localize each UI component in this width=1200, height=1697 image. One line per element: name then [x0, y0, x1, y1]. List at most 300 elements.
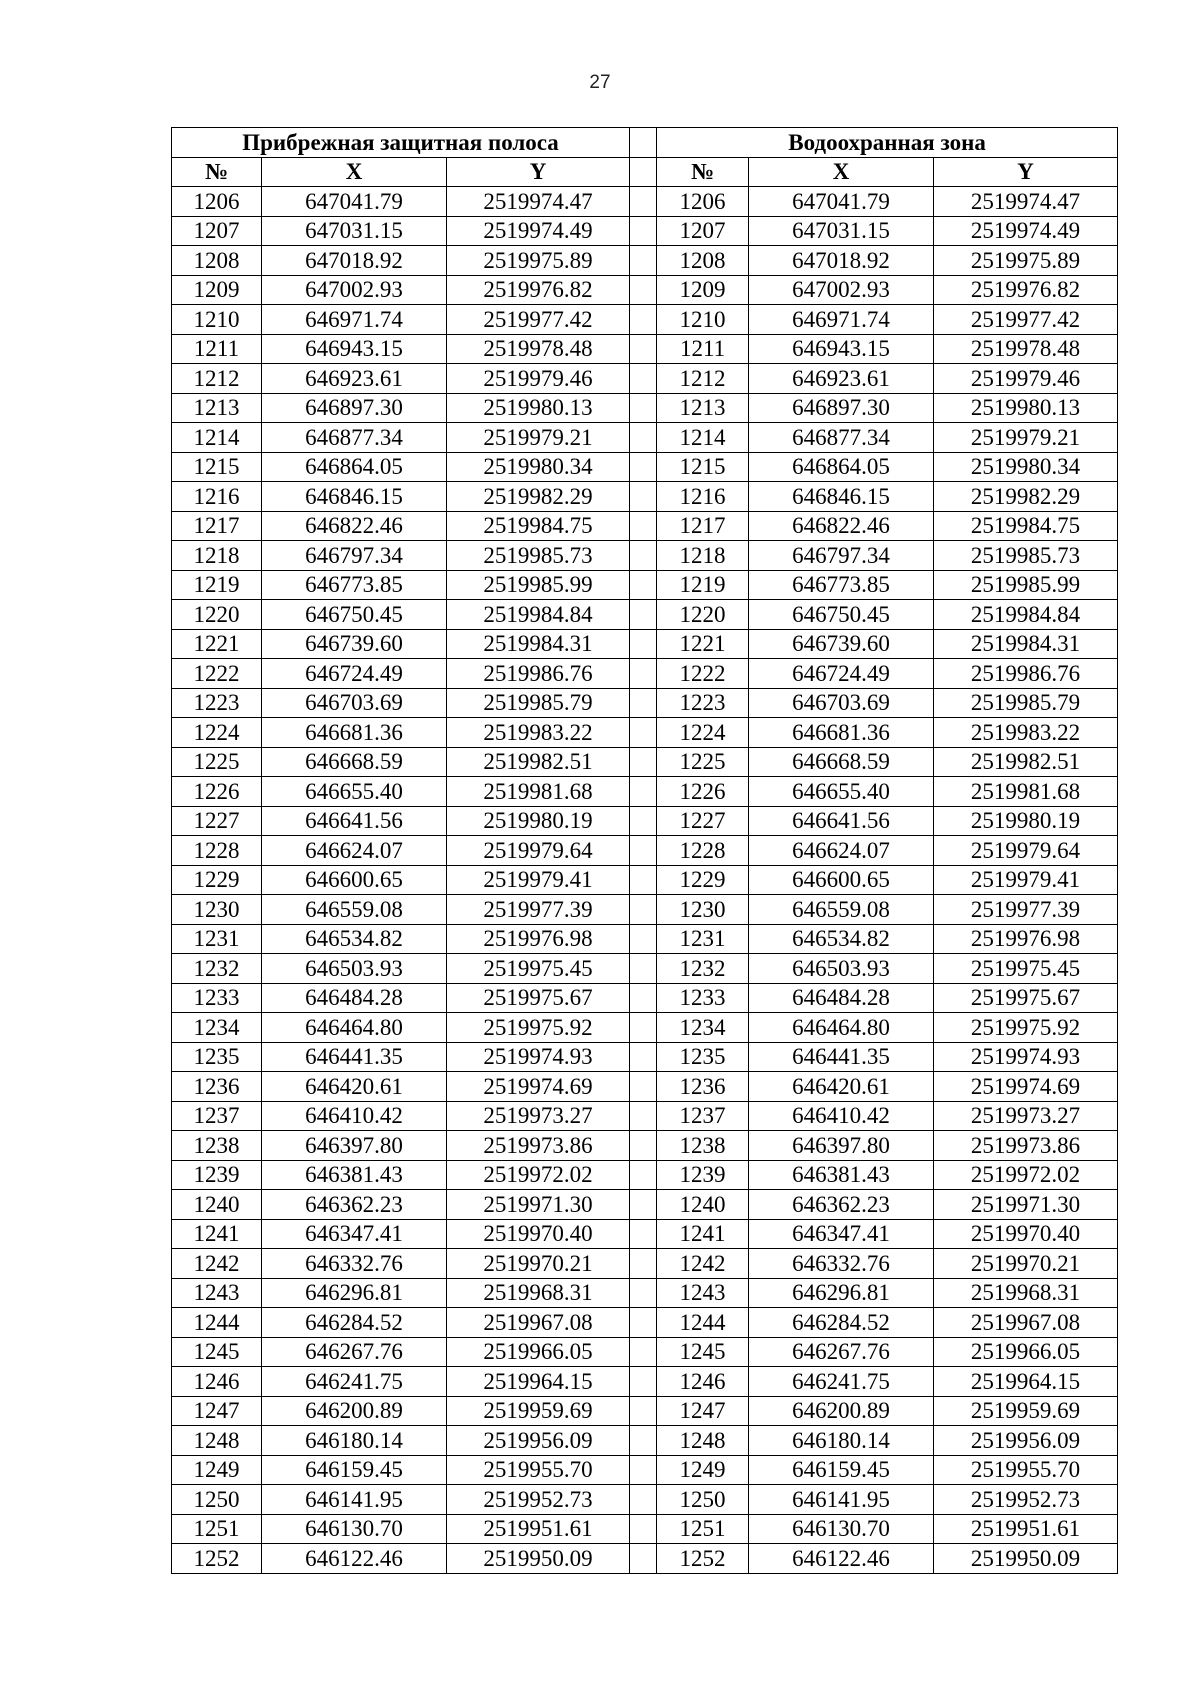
left-x-value: 646381.43: [262, 1160, 447, 1190]
right-y-value: 2519985.79: [934, 688, 1118, 718]
left-point-number: 1226: [172, 777, 262, 807]
right-point-number: 1225: [657, 747, 749, 777]
left-point-number: 1250: [172, 1485, 262, 1515]
column-gap: [630, 983, 657, 1013]
right-point-number: 1221: [657, 629, 749, 659]
table-body: [172, 187, 1118, 1574]
left-point-number: 1228: [172, 836, 262, 866]
right-y-value: 2519975.92: [934, 1013, 1118, 1043]
left-x-value: 647002.93: [262, 275, 447, 305]
column-gap: [630, 157, 657, 187]
left-y-value: 2519984.84: [447, 600, 630, 630]
column-gap: [630, 482, 657, 512]
right-x-value: 646877.34: [749, 423, 934, 453]
left-x-value: 646159.45: [262, 1455, 447, 1485]
column-gap: [630, 246, 657, 276]
right-x-value: 646332.76: [749, 1249, 934, 1279]
page-number: 27: [589, 72, 611, 93]
left-point-number: 1225: [172, 747, 262, 777]
table-row: [172, 334, 1118, 364]
left-y-value: 2519979.64: [447, 836, 630, 866]
right-col-y-header: Y: [934, 157, 1118, 187]
left-x-value: 646971.74: [262, 305, 447, 335]
table-row: [172, 1308, 1118, 1338]
left-point-number: 1247: [172, 1396, 262, 1426]
left-point-number: 1219: [172, 570, 262, 600]
table-row: [172, 836, 1118, 866]
right-y-value: 2519982.51: [934, 747, 1118, 777]
column-gap: [630, 1485, 657, 1515]
right-point-number: 1235: [657, 1042, 749, 1072]
right-x-value: 646943.15: [749, 334, 934, 364]
right-x-value: 646441.35: [749, 1042, 934, 1072]
left-y-value: 2519985.79: [447, 688, 630, 718]
left-x-value: 647041.79: [262, 187, 447, 217]
right-y-value: 2519980.19: [934, 806, 1118, 836]
left-y-value: 2519976.98: [447, 924, 630, 954]
right-point-number: 1251: [657, 1514, 749, 1544]
right-point-number: 1234: [657, 1013, 749, 1043]
table-row: [172, 718, 1118, 748]
right-y-value: 2519979.21: [934, 423, 1118, 453]
left-y-value: 2519985.73: [447, 541, 630, 571]
column-gap: [630, 128, 657, 158]
column-gap: [630, 1337, 657, 1367]
right-section-title: Водоохранная зона: [657, 128, 1118, 158]
left-y-value: 2519980.34: [447, 452, 630, 482]
right-point-number: 1233: [657, 983, 749, 1013]
column-gap: [630, 1042, 657, 1072]
left-x-value: 646284.52: [262, 1308, 447, 1338]
left-point-number: 1217: [172, 511, 262, 541]
left-x-value: 646641.56: [262, 806, 447, 836]
left-y-value: 2519950.09: [447, 1544, 630, 1574]
right-point-number: 1223: [657, 688, 749, 718]
column-gap: [630, 423, 657, 453]
table-row: [172, 600, 1118, 630]
right-x-value: 646397.80: [749, 1131, 934, 1161]
left-point-number: 1239: [172, 1160, 262, 1190]
right-y-value: 2519966.05: [934, 1337, 1118, 1367]
left-point-number: 1218: [172, 541, 262, 571]
column-gap: [630, 1131, 657, 1161]
right-y-value: 2519974.93: [934, 1042, 1118, 1072]
right-point-number: 1237: [657, 1101, 749, 1131]
column-gap: [630, 1396, 657, 1426]
left-y-value: 2519979.41: [447, 865, 630, 895]
left-x-value: 646681.36: [262, 718, 447, 748]
column-gap: [630, 1455, 657, 1485]
left-x-value: 646703.69: [262, 688, 447, 718]
right-y-value: 2519982.29: [934, 482, 1118, 512]
table-row: [172, 1544, 1118, 1574]
left-point-number: 1210: [172, 305, 262, 335]
column-gap: [630, 275, 657, 305]
left-y-value: 2519983.22: [447, 718, 630, 748]
left-y-value: 2519959.69: [447, 1396, 630, 1426]
right-x-value: 646284.52: [749, 1308, 934, 1338]
right-y-value: 2519964.15: [934, 1367, 1118, 1397]
right-x-value: 646923.61: [749, 364, 934, 394]
left-point-number: 1235: [172, 1042, 262, 1072]
right-x-value: 646484.28: [749, 983, 934, 1013]
table-row: [172, 1337, 1118, 1367]
left-x-value: 646943.15: [262, 334, 447, 364]
right-x-value: 647018.92: [749, 246, 934, 276]
column-gap: [630, 718, 657, 748]
column-gap: [630, 747, 657, 777]
right-y-value: 2519984.75: [934, 511, 1118, 541]
table-row: [172, 1485, 1118, 1515]
column-gap: [630, 570, 657, 600]
right-y-value: 2519974.49: [934, 216, 1118, 246]
right-point-number: 1229: [657, 865, 749, 895]
right-x-value: 646420.61: [749, 1072, 934, 1102]
column-gap: [630, 865, 657, 895]
column-gap: [630, 1249, 657, 1279]
left-y-value: 2519984.31: [447, 629, 630, 659]
right-x-value: 646797.34: [749, 541, 934, 571]
left-x-value: 646750.45: [262, 600, 447, 630]
left-x-value: 647018.92: [262, 246, 447, 276]
left-point-number: 1215: [172, 452, 262, 482]
column-gap: [630, 1514, 657, 1544]
left-x-value: 646897.30: [262, 393, 447, 423]
table-row: [172, 482, 1118, 512]
right-y-value: 2519950.09: [934, 1544, 1118, 1574]
left-point-number: 1249: [172, 1455, 262, 1485]
right-y-value: 2519978.48: [934, 334, 1118, 364]
right-x-value: 646381.43: [749, 1160, 934, 1190]
table-row: [172, 423, 1118, 453]
left-y-value: 2519966.05: [447, 1337, 630, 1367]
right-point-number: 1224: [657, 718, 749, 748]
right-x-value: 646362.23: [749, 1190, 934, 1220]
left-x-value: 646420.61: [262, 1072, 447, 1102]
right-y-value: 2519979.64: [934, 836, 1118, 866]
right-y-value: 2519967.08: [934, 1308, 1118, 1338]
table-row: [172, 1101, 1118, 1131]
right-y-value: 2519956.09: [934, 1426, 1118, 1456]
right-y-value: 2519976.82: [934, 275, 1118, 305]
right-y-value: 2519973.86: [934, 1131, 1118, 1161]
right-point-number: 1252: [657, 1544, 749, 1574]
left-y-value: 2519979.21: [447, 423, 630, 453]
left-point-number: 1227: [172, 806, 262, 836]
right-x-value: 646159.45: [749, 1455, 934, 1485]
left-point-number: 1229: [172, 865, 262, 895]
right-x-value: 646641.56: [749, 806, 934, 836]
left-y-value: 2519982.29: [447, 482, 630, 512]
right-x-value: 646130.70: [749, 1514, 934, 1544]
column-gap: [630, 393, 657, 423]
left-x-value: 646724.49: [262, 659, 447, 689]
right-x-value: 646410.42: [749, 1101, 934, 1131]
right-x-value: 646296.81: [749, 1278, 934, 1308]
right-point-number: 1231: [657, 924, 749, 954]
right-point-number: 1213: [657, 393, 749, 423]
left-x-value: 646864.05: [262, 452, 447, 482]
column-gap: [630, 777, 657, 807]
left-point-number: 1243: [172, 1278, 262, 1308]
table-row: [172, 747, 1118, 777]
column-gap: [630, 600, 657, 630]
left-x-value: 646534.82: [262, 924, 447, 954]
left-point-number: 1242: [172, 1249, 262, 1279]
table-row: [172, 570, 1118, 600]
left-x-value: 646332.76: [262, 1249, 447, 1279]
right-y-value: 2519968.31: [934, 1278, 1118, 1308]
right-point-number: 1218: [657, 541, 749, 571]
left-x-value: 646410.42: [262, 1101, 447, 1131]
column-gap: [630, 305, 657, 335]
right-x-value: 647031.15: [749, 216, 934, 246]
left-point-number: 1222: [172, 659, 262, 689]
left-point-number: 1216: [172, 482, 262, 512]
left-x-value: 646464.80: [262, 1013, 447, 1043]
table-row: [172, 246, 1118, 276]
left-point-number: 1244: [172, 1308, 262, 1338]
table-row: [172, 1396, 1118, 1426]
left-x-value: 646267.76: [262, 1337, 447, 1367]
left-x-value: 646559.08: [262, 895, 447, 925]
right-point-number: 1211: [657, 334, 749, 364]
column-gap: [630, 1160, 657, 1190]
left-x-value: 646122.46: [262, 1544, 447, 1574]
right-y-value: 2519979.41: [934, 865, 1118, 895]
right-x-value: 646846.15: [749, 482, 934, 512]
column-gap: [630, 1308, 657, 1338]
left-x-value: 646441.35: [262, 1042, 447, 1072]
left-y-value: 2519970.40: [447, 1219, 630, 1249]
table-row: [172, 895, 1118, 925]
left-y-value: 2519982.51: [447, 747, 630, 777]
left-point-number: 1241: [172, 1219, 262, 1249]
left-y-value: 2519973.86: [447, 1131, 630, 1161]
left-y-value: 2519978.48: [447, 334, 630, 364]
right-x-value: 646971.74: [749, 305, 934, 335]
right-point-number: 1247: [657, 1396, 749, 1426]
left-x-value: 646668.59: [262, 747, 447, 777]
column-gap: [630, 1367, 657, 1397]
left-x-value: 646624.07: [262, 836, 447, 866]
table-row: [172, 541, 1118, 571]
column-gap: [630, 895, 657, 925]
left-y-value: 2519975.45: [447, 954, 630, 984]
right-point-number: 1210: [657, 305, 749, 335]
left-y-value: 2519974.69: [447, 1072, 630, 1102]
right-point-number: 1215: [657, 452, 749, 482]
table-row: [172, 1072, 1118, 1102]
left-x-value: 646347.41: [262, 1219, 447, 1249]
table-row: [172, 1514, 1118, 1544]
left-section-title: Прибрежная защитная полоса: [172, 128, 630, 158]
left-x-value: 646241.75: [262, 1367, 447, 1397]
right-point-number: 1241: [657, 1219, 749, 1249]
left-y-value: 2519973.27: [447, 1101, 630, 1131]
right-y-value: 2519980.13: [934, 393, 1118, 423]
left-y-value: 2519968.31: [447, 1278, 630, 1308]
left-x-value: 646484.28: [262, 983, 447, 1013]
column-gap: [630, 541, 657, 571]
table-row: [172, 777, 1118, 807]
column-gap: [630, 806, 657, 836]
table-row: [172, 983, 1118, 1013]
right-point-number: 1232: [657, 954, 749, 984]
right-x-value: 646739.60: [749, 629, 934, 659]
right-y-value: 2519975.45: [934, 954, 1118, 984]
right-point-number: 1222: [657, 659, 749, 689]
right-y-value: 2519975.67: [934, 983, 1118, 1013]
left-point-number: 1232: [172, 954, 262, 984]
table-row: [172, 305, 1118, 335]
left-point-number: 1207: [172, 216, 262, 246]
right-point-number: 1214: [657, 423, 749, 453]
right-col-x-header: X: [749, 157, 934, 187]
left-point-number: 1238: [172, 1131, 262, 1161]
table-row: [172, 187, 1118, 217]
right-x-value: 646122.46: [749, 1544, 934, 1574]
column-gap: [630, 187, 657, 217]
left-point-number: 1233: [172, 983, 262, 1013]
right-point-number: 1246: [657, 1367, 749, 1397]
left-y-value: 2519980.19: [447, 806, 630, 836]
left-y-value: 2519974.47: [447, 187, 630, 217]
table-row: [172, 1278, 1118, 1308]
right-point-number: 1216: [657, 482, 749, 512]
table-row: [172, 1160, 1118, 1190]
left-point-number: 1220: [172, 600, 262, 630]
right-x-value: 646267.76: [749, 1337, 934, 1367]
right-x-value: 646503.93: [749, 954, 934, 984]
right-point-number: 1208: [657, 246, 749, 276]
right-point-number: 1209: [657, 275, 749, 305]
left-point-number: 1231: [172, 924, 262, 954]
right-y-value: 2519974.47: [934, 187, 1118, 217]
right-y-value: 2519951.61: [934, 1514, 1118, 1544]
table-row: [172, 659, 1118, 689]
table-row: [172, 216, 1118, 246]
left-point-number: 1251: [172, 1514, 262, 1544]
column-gap: [630, 364, 657, 394]
right-col-number-header: №: [657, 157, 749, 187]
left-y-value: 2519975.67: [447, 983, 630, 1013]
left-x-value: 646655.40: [262, 777, 447, 807]
right-point-number: 1244: [657, 1308, 749, 1338]
right-x-value: 646624.07: [749, 836, 934, 866]
left-x-value: 646877.34: [262, 423, 447, 453]
table-row: [172, 452, 1118, 482]
right-x-value: 646241.75: [749, 1367, 934, 1397]
left-y-value: 2519971.30: [447, 1190, 630, 1220]
right-y-value: 2519977.39: [934, 895, 1118, 925]
column-gap: [630, 1544, 657, 1574]
left-point-number: 1236: [172, 1072, 262, 1102]
right-y-value: 2519972.02: [934, 1160, 1118, 1190]
left-point-number: 1214: [172, 423, 262, 453]
right-point-number: 1206: [657, 187, 749, 217]
right-y-value: 2519980.34: [934, 452, 1118, 482]
table-row: [172, 1042, 1118, 1072]
right-point-number: 1238: [657, 1131, 749, 1161]
left-point-number: 1206: [172, 187, 262, 217]
table-row: [172, 954, 1118, 984]
right-y-value: 2519974.69: [934, 1072, 1118, 1102]
column-gap: [630, 836, 657, 866]
left-x-value: 646822.46: [262, 511, 447, 541]
left-y-value: 2519976.82: [447, 275, 630, 305]
left-x-value: 646846.15: [262, 482, 447, 512]
left-point-number: 1224: [172, 718, 262, 748]
right-y-value: 2519970.21: [934, 1249, 1118, 1279]
left-y-value: 2519977.42: [447, 305, 630, 335]
right-y-value: 2519977.42: [934, 305, 1118, 335]
right-y-value: 2519981.68: [934, 777, 1118, 807]
right-y-value: 2519959.69: [934, 1396, 1118, 1426]
right-x-value: 646655.40: [749, 777, 934, 807]
right-point-number: 1219: [657, 570, 749, 600]
table-row: [172, 1249, 1118, 1279]
right-y-value: 2519984.84: [934, 600, 1118, 630]
column-gap: [630, 1072, 657, 1102]
left-point-number: 1209: [172, 275, 262, 305]
right-y-value: 2519952.73: [934, 1485, 1118, 1515]
right-x-value: 646681.36: [749, 718, 934, 748]
left-x-value: 646503.93: [262, 954, 447, 984]
left-point-number: 1252: [172, 1544, 262, 1574]
column-header-row: [172, 157, 1118, 187]
column-gap: [630, 1219, 657, 1249]
left-y-value: 2519974.93: [447, 1042, 630, 1072]
left-y-value: 2519979.46: [447, 364, 630, 394]
right-x-value: 646750.45: [749, 600, 934, 630]
left-x-value: 646141.95: [262, 1485, 447, 1515]
left-point-number: 1221: [172, 629, 262, 659]
left-y-value: 2519980.13: [447, 393, 630, 423]
column-gap: [630, 659, 657, 689]
right-point-number: 1227: [657, 806, 749, 836]
column-gap: [630, 1190, 657, 1220]
table-row: [172, 275, 1118, 305]
left-x-value: 647031.15: [262, 216, 447, 246]
right-point-number: 1242: [657, 1249, 749, 1279]
column-gap: [630, 1426, 657, 1456]
right-x-value: 646724.49: [749, 659, 934, 689]
right-point-number: 1207: [657, 216, 749, 246]
right-x-value: 646600.65: [749, 865, 934, 895]
left-point-number: 1234: [172, 1013, 262, 1043]
section-header-row: [172, 128, 1118, 158]
left-x-value: 646923.61: [262, 364, 447, 394]
right-y-value: 2519976.98: [934, 924, 1118, 954]
table-row: [172, 1190, 1118, 1220]
right-point-number: 1245: [657, 1337, 749, 1367]
right-point-number: 1226: [657, 777, 749, 807]
right-y-value: 2519973.27: [934, 1101, 1118, 1131]
right-x-value: 646347.41: [749, 1219, 934, 1249]
right-point-number: 1248: [657, 1426, 749, 1456]
right-y-value: 2519975.89: [934, 246, 1118, 276]
right-y-value: 2519986.76: [934, 659, 1118, 689]
right-x-value: 646703.69: [749, 688, 934, 718]
table-row: [172, 393, 1118, 423]
left-point-number: 1211: [172, 334, 262, 364]
left-point-number: 1223: [172, 688, 262, 718]
column-gap: [630, 216, 657, 246]
left-point-number: 1240: [172, 1190, 262, 1220]
column-gap: [630, 629, 657, 659]
table-row: [172, 865, 1118, 895]
